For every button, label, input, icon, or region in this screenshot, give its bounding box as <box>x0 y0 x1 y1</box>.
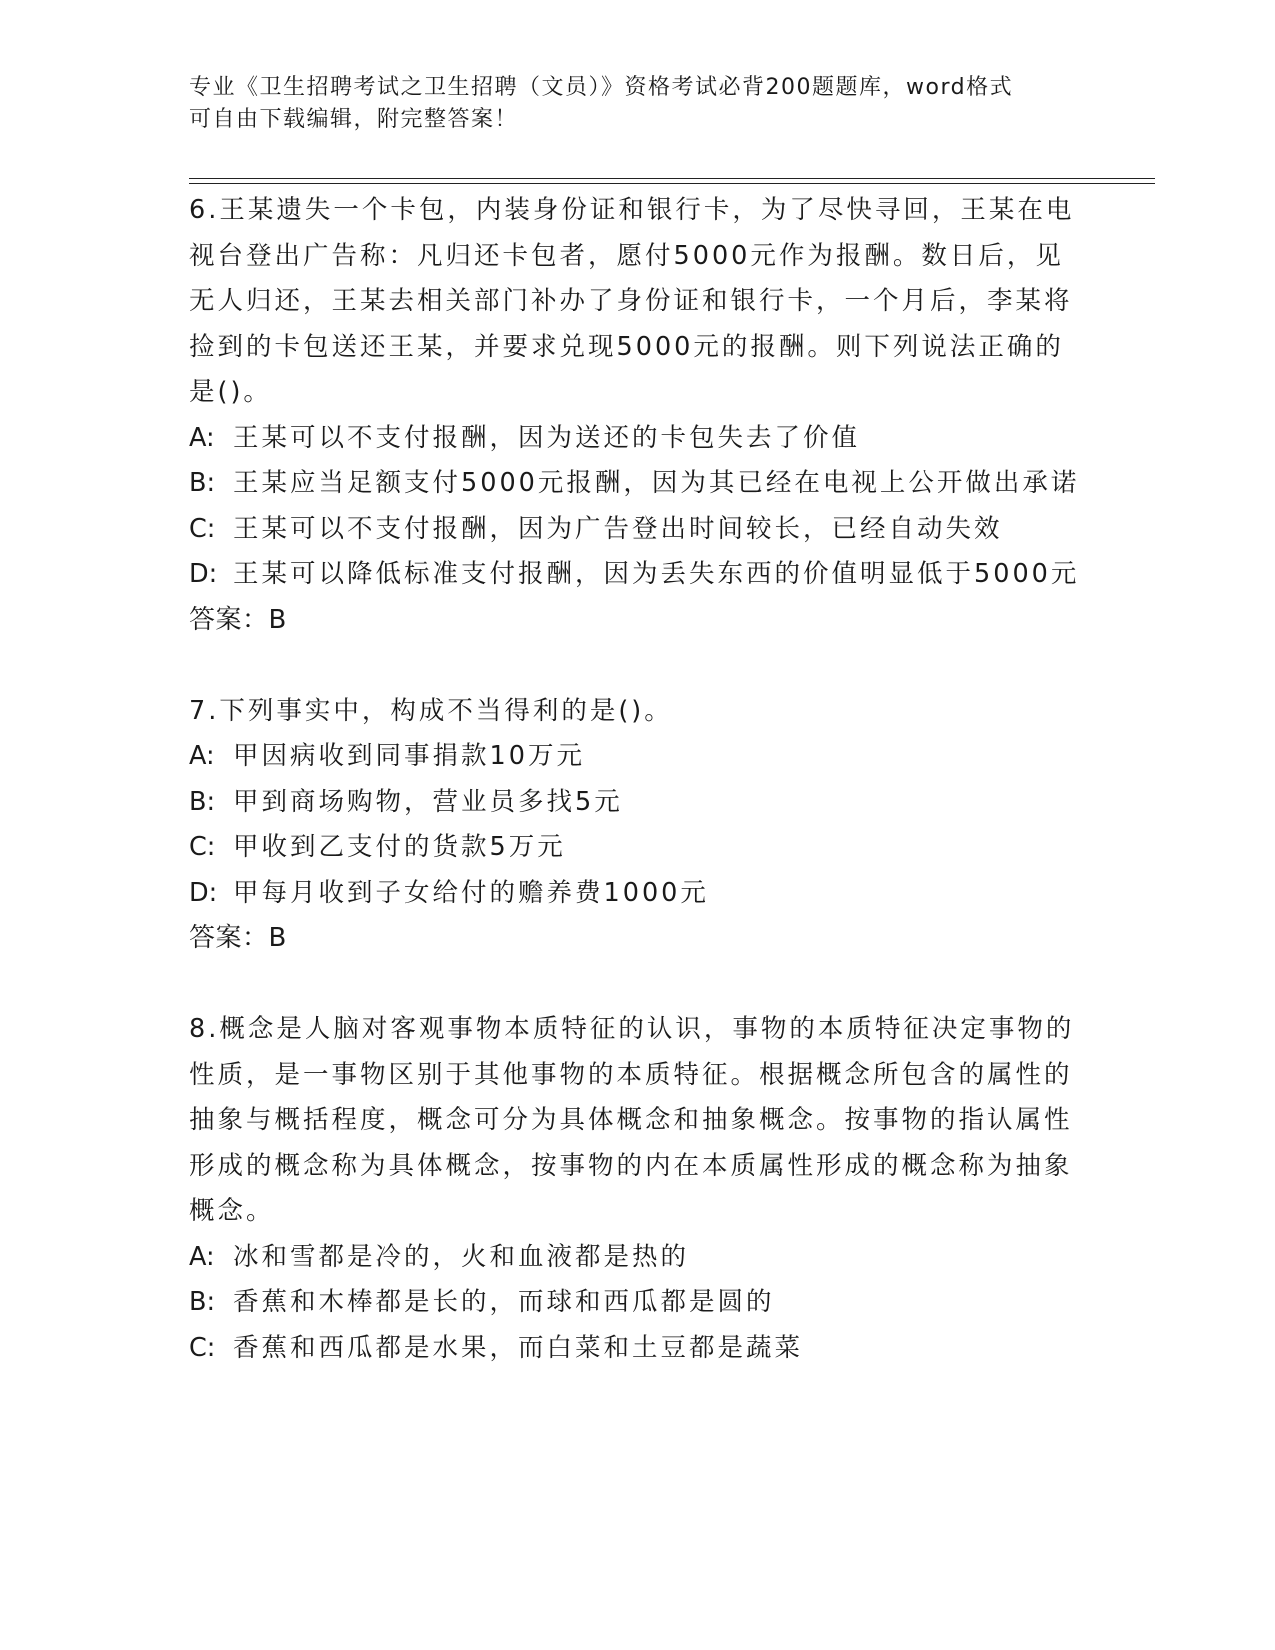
option-a <box>189 1235 1089 1281</box>
option-key: B: <box>189 468 216 498</box>
option-text: 冰和雪都是冷的，火和血液都是热的 <box>233 1241 690 1272</box>
option-key: B: <box>189 1287 216 1317</box>
option-a <box>189 734 1089 780</box>
option-text: 甲因病收到同事捐款10万元 <box>233 741 585 771</box>
option-text: 香蕉和西瓜都是水果，而白菜和土豆都是蔬菜 <box>233 1332 804 1363</box>
option-c <box>189 507 1089 553</box>
question-stem: 7.下列事实中，构成不当得利的是()。 <box>189 695 673 726</box>
answer-line: 答案：B <box>189 604 287 635</box>
option-key: D: <box>189 877 218 908</box>
option-text: 王某可以不支付报酬，因为广告登出时间较长，已经自动失效 <box>233 513 1003 544</box>
option-c <box>189 825 1089 871</box>
question-spacer <box>189 962 1089 1008</box>
option-text: 甲到商场购物，营业员多找5元 <box>233 786 623 817</box>
answer-line: 答案：B <box>189 923 287 953</box>
option-key: A: <box>189 741 215 771</box>
option-text: 甲每月收到子女给付的赡养费1000元 <box>233 877 709 908</box>
option-key: D: <box>189 559 218 589</box>
question-6 <box>189 188 1089 643</box>
header-divider-top <box>189 178 1155 179</box>
option-key: C: <box>189 513 216 544</box>
option-text: 王某可以降低标准支付报酬，因为丢失东西的价值明显低于5000元 <box>233 559 1080 589</box>
question-8 <box>189 1007 1089 1371</box>
option-b <box>189 461 1089 507</box>
question-list <box>189 188 1089 1371</box>
option-key: A: <box>189 422 215 453</box>
header-title-line-2: 可自由下载编辑，附完整答案！ <box>189 107 519 132</box>
question-spacer <box>189 643 1089 689</box>
option-b <box>189 1280 1089 1326</box>
option-key: A: <box>189 1241 215 1272</box>
option-text: 王某应当足额支付5000元报酬，因为其已经在电视上公开做出承诺 <box>233 468 1080 498</box>
document-header <box>189 72 1089 136</box>
header-divider-bottom <box>189 183 1155 184</box>
option-d <box>189 552 1089 598</box>
option-a <box>189 416 1089 462</box>
question-stem: 8.概念是人脑对客观事物本质特征的认识，事物的本质特征决定事物的性质，是一事物区别于其他事物的本质特征。根据概念所包含的属性的抽象与概括程度，概念可分为具体概念和抽象概念。按事物的指认属性形成的概念称为具体概念，按事物的内在本质属性形成的概念称为抽象概念。 <box>189 1014 1075 1226</box>
question-7 <box>189 689 1089 962</box>
option-b <box>189 780 1089 826</box>
question-stem: 6.王某遗失一个卡包，内装身份证和银行卡，为了尽快寻回，王某在电视台登出广告称：凡归还卡包者，愿付5000元作为报酬。数日后，见无人归还，王某去相关部门补办了身份证和银行卡，一个月后，李某将捡到的卡包送还王某，并要求兑现5000元的报酬。则下列说法正确的是()。 <box>189 195 1075 407</box>
option-c <box>189 1326 1089 1372</box>
option-key: B: <box>189 786 216 817</box>
option-key: C: <box>189 1332 216 1363</box>
option-text: 王某可以不支付报酬，因为送还的卡包失去了价值 <box>233 422 861 453</box>
header-title-line-1: 专业《卫生招聘考试之卫生招聘（文员）》资格考试必背200题题库，word格式 <box>189 75 1014 100</box>
option-key: C: <box>189 832 216 862</box>
option-text: 甲收到乙支付的货款5万元 <box>233 832 566 862</box>
option-d <box>189 871 1089 917</box>
option-text: 香蕉和木棒都是长的，而球和西瓜都是圆的 <box>233 1287 775 1317</box>
